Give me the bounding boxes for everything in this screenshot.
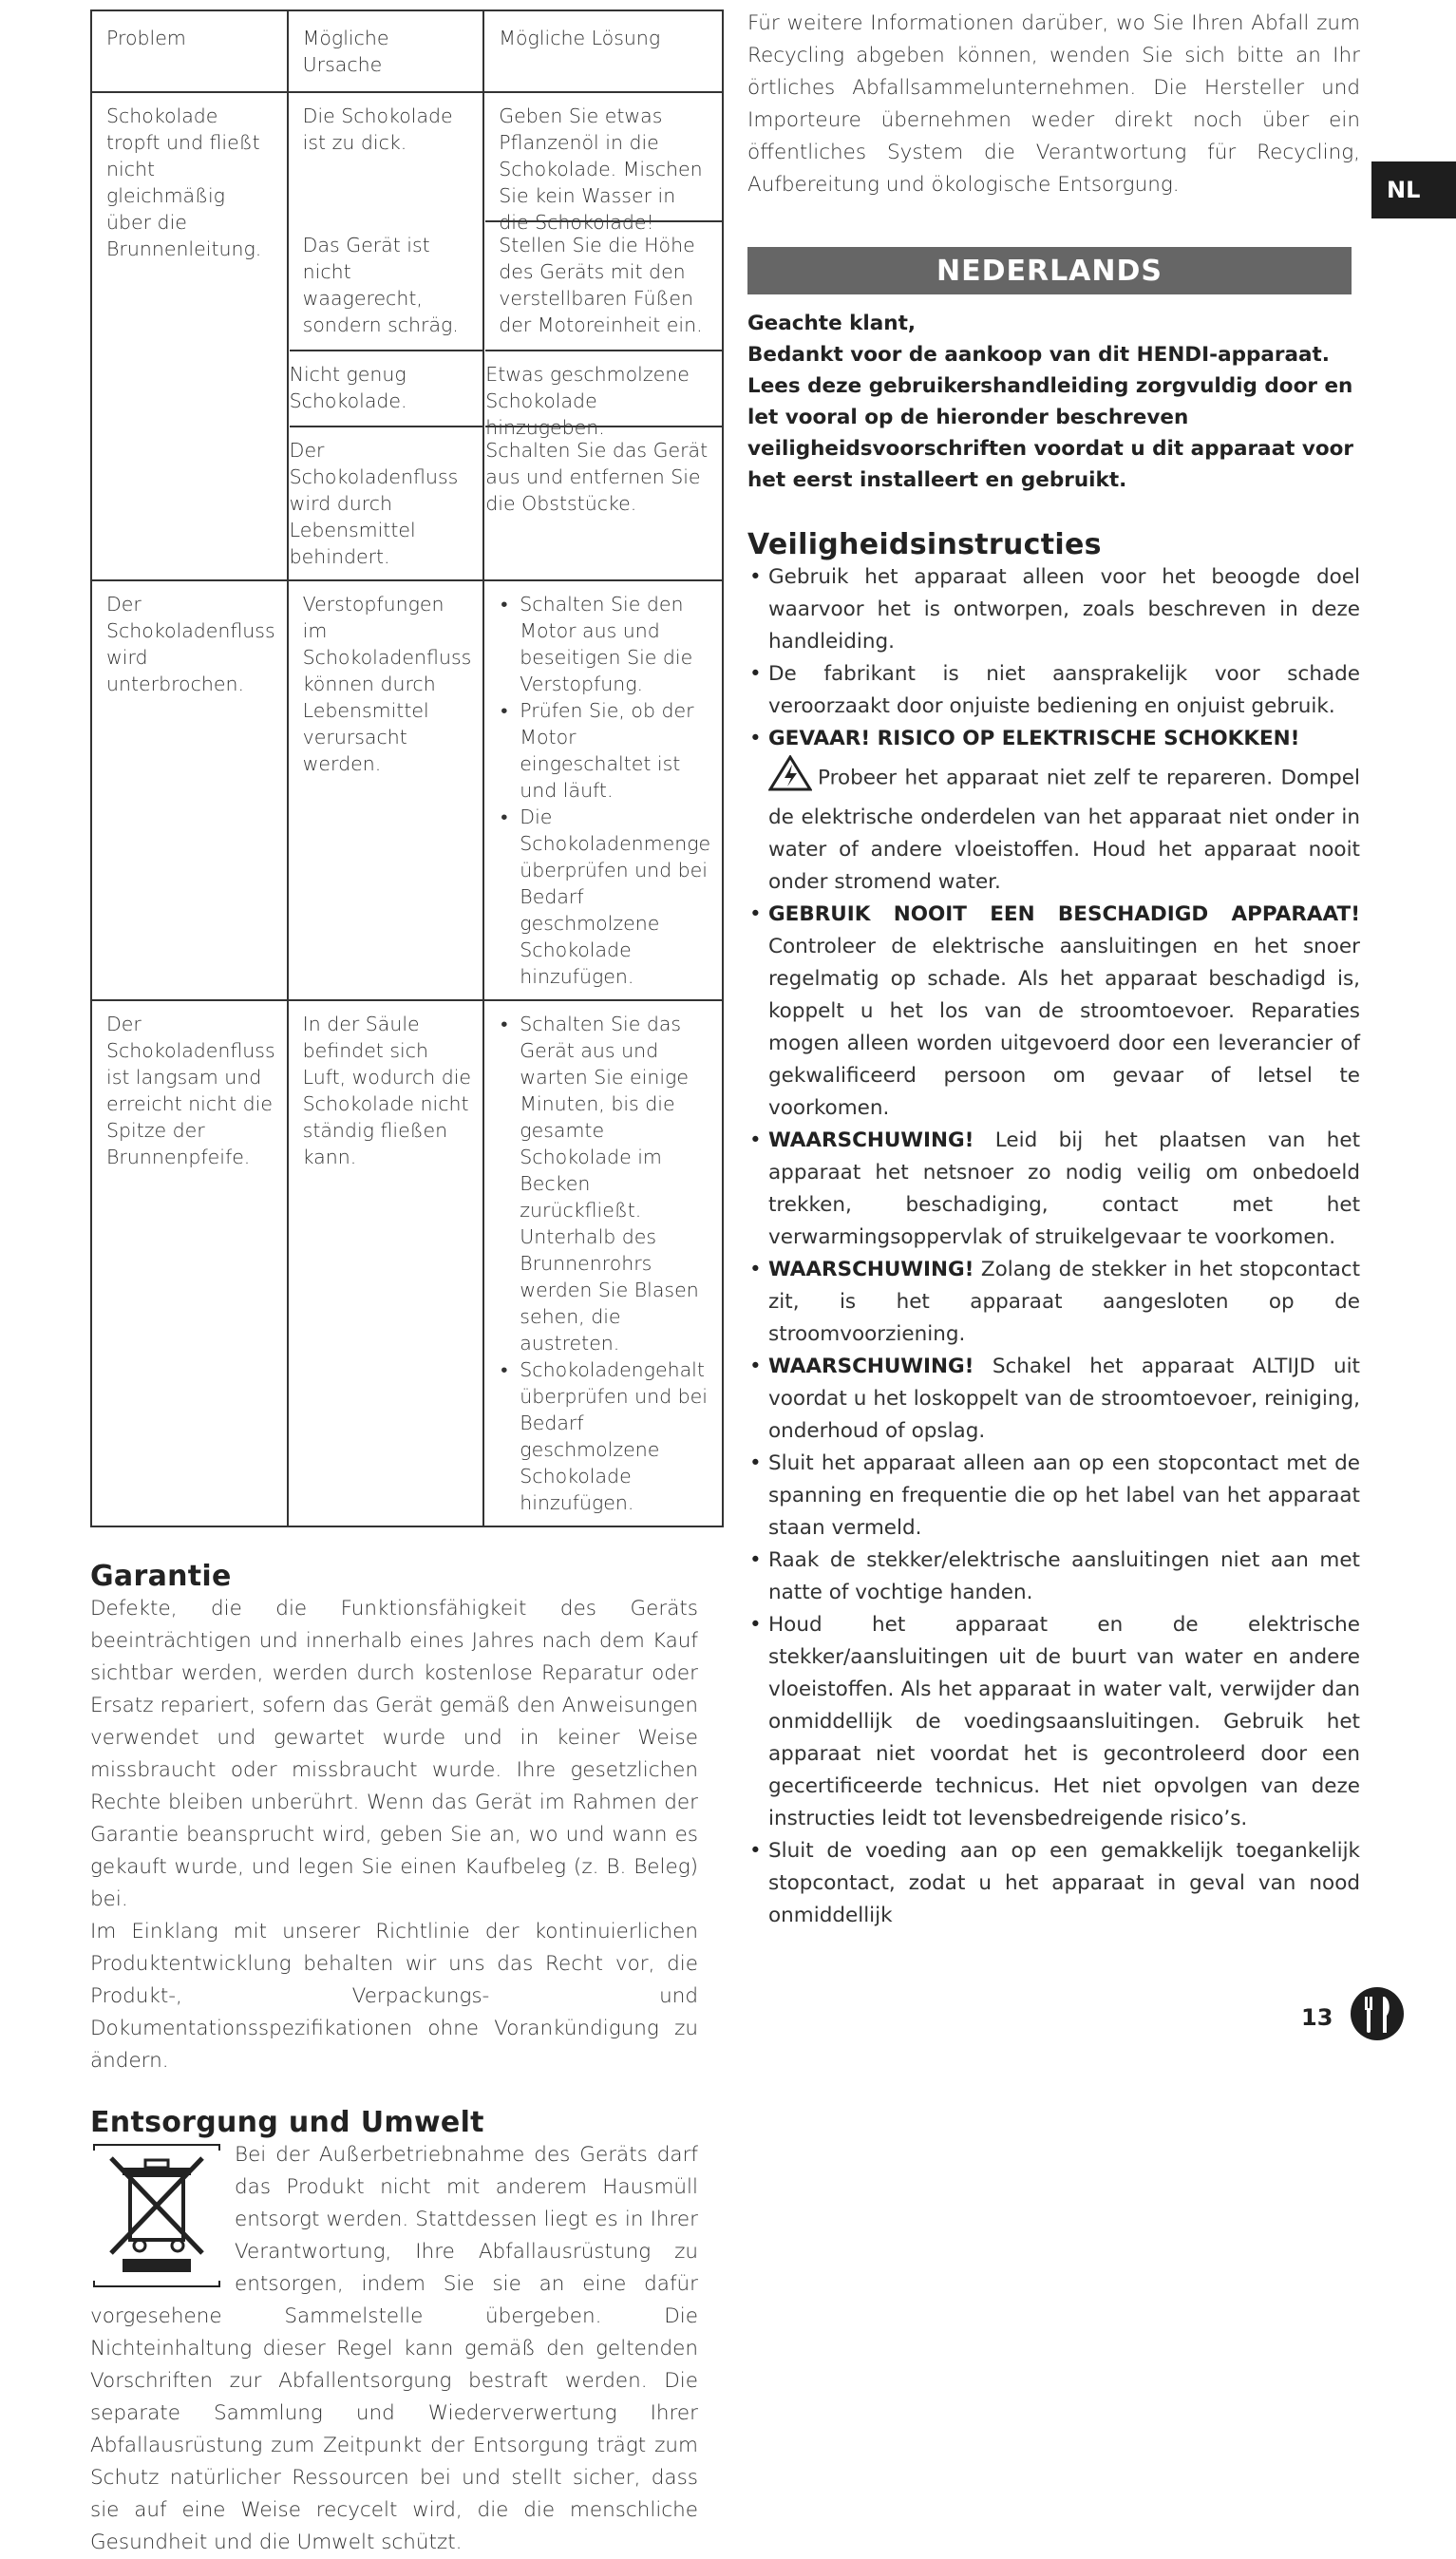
list-item: • Sluit de voeding aan op een gemakkelijk toegankelijk stopcontact, zodat u het apparaat in geval van nood onmiddellijk bbox=[768, 1835, 1360, 1932]
table-row bbox=[91, 92, 723, 580]
cause-item: Die Schokolade ist zu dick. bbox=[302, 104, 453, 154]
list-item: • WAARSCHUWING! Leid bij het plaatsen van het apparaat het netsnoer zo nodig veilig om onbedoeld trekken, beschadiging, contact met het verwarmingsoppervlak of struikelgevaar te voorkomen. bbox=[768, 1125, 1360, 1254]
problem-cell: Schokolade tropft und fließt nicht gleichmäßig über die Brunnenleitung. bbox=[91, 92, 288, 580]
list-item: • Raak de stekker/elektrische aansluitingen niet aan met natte of vochtige handen. bbox=[768, 1545, 1360, 1609]
cause-item: Der Schokoladenfluss wird durch Lebensmittel behindert. bbox=[290, 426, 483, 570]
cause-cell: In der Säule befindet sich Luft, wodurch die Schokolade nicht ständig fließen kann. bbox=[288, 1000, 484, 1526]
list-item: • Gebruik het apparaat alleen voor het beoogde doel waarvoor het is ontworpen, zoals beschreven in deze handleiding. bbox=[768, 561, 1360, 658]
solution-item: • Die Schokoladenmenge überprüfen und bei Bedarf geschmolzene Schokolade hinzufügen. bbox=[520, 804, 710, 990]
table-row bbox=[91, 1000, 723, 1526]
list-item: • WAARSCHUWING! Zolang de stekker in het stopcontact zit, is het apparaat aangesloten op de stroomvoorziening. bbox=[768, 1254, 1360, 1351]
cutlery-logo-icon bbox=[1349, 1985, 1406, 2042]
solution-item: Geben Sie etwas Pflanzenöl in die Schokolade. Mischen Sie kein Wasser in die Schokolade! bbox=[485, 103, 722, 222]
left-column bbox=[90, 9, 711, 2559]
crossed-bin-icon bbox=[90, 2143, 223, 2290]
table-row bbox=[91, 580, 723, 1000]
greeting: Geachte klant, bbox=[747, 312, 917, 335]
cause-cell bbox=[288, 92, 484, 580]
list-item: • Houd het apparaat en de elektrische stekker/aansluitingen uit de buurt van water en andere vloeistoffen. Als het apparaat in water valt, verwijder dan onmiddellijk de voedingsaansluitingen. Gebruik het apparaat niet voordat het is gecontroleerd door een gecertificeerde technicus. Het niet opvolgen van deze instructies leidt tot levensbedreigende risico’s. bbox=[768, 1609, 1360, 1835]
language-banner: NEDERLANDS bbox=[747, 247, 1352, 294]
list-item: • Sluit het apparaat alleen aan op een stopcontact met de spanning en frequentie die op het label van het apparaat staan vermeld. bbox=[768, 1448, 1360, 1545]
solution-cell bbox=[483, 580, 723, 1000]
list-item: • GEBRUIK NOOIT EEN BESCHADIGD APPARAAT! Controleer de elektrische aansluitingen en het snoer regelmatig op schade. Als het apparaat beschadigd is, koppelt u het los van de stroomtoevoer. Reparaties mogen alleen worden uitgevoerd door een leverancier of gekwalificeerd persoon om gevaar of letsel te voorkomen. bbox=[768, 899, 1360, 1125]
right-column bbox=[747, 8, 1360, 1932]
garantie-paragraph: Im Einklang mit unserer Richtlinie der kontinuierlichen Produktentwicklung behalten wir uns das Recht vor, die Produkt-, Verpackungs- und Dokumentationsspezifikationen ohne Vorankündigung zu ändern. bbox=[90, 1920, 698, 2073]
solution-item: Schalten Sie das Gerät aus und entfernen Sie die Obststücke. bbox=[485, 426, 722, 517]
solution-cell bbox=[483, 1000, 723, 1526]
solution-item: Etwas geschmolzene Schokolade hinzugeben. bbox=[485, 350, 722, 426]
entsorgung-paragraph: Bei der Außerbetriebnahme des Geräts darf das Produkt nicht mit anderem Hausmüll entsorgt werden. Stattdessen liegt es in Ihrer Verantwortung, Ihre Abfallausrüstung zu entsorgen, indem Sie sie an eine dafür vorgesehene Sammelstelle übergeben. Die Nichteinhaltung dieser Regel kann gemäß den geltenden Vorschriften zur Abfallentsorgung bestraft werden. Die separate Sammlung und Wiederverwertung Ihrer Abfallausrüstung zum Zeitpunkt der Entsorgung trägt zum Schutz natürlicher Ressourcen bei und stellt sicher, dass sie auf eine Weise recycelt wird, die die menschliche Gesundheit und die Umwelt schützt. bbox=[90, 2143, 698, 2554]
high-voltage-warning-icon bbox=[768, 755, 812, 802]
intro-text: Bedankt voor de aankoop van dit HENDI-apparaat. Lees deze gebruikershandleiding zorgvuldig door en let vooral op de hieronder beschreven veiligheidsvoorschriften voordat u dit apparaat voor het eerst installeert en gebruikt. bbox=[747, 343, 1353, 492]
nederlands-section bbox=[747, 247, 1360, 1932]
problem-cell: Der Schokoladenfluss ist langsam und erreicht nicht die Spitze der Brunnenpfeife. bbox=[91, 1000, 288, 1526]
table-header-row bbox=[91, 10, 723, 92]
solution-cell bbox=[483, 92, 723, 580]
header-solution: Mögliche Lösung bbox=[483, 10, 723, 92]
troubleshooting-table bbox=[90, 9, 724, 1527]
solution-item: Stellen Sie die Höhe des Geräts mit den verstellbaren Füßen der Motoreinheit ein. bbox=[499, 234, 703, 336]
solution-item: • Prüfen Sie, ob der Motor eingeschaltet ist und läuft. bbox=[520, 697, 710, 804]
safety-list bbox=[747, 561, 1360, 1932]
garantie-title: Garantie bbox=[90, 1560, 232, 1593]
cause-item: Das Gerät ist nicht waagerecht, sondern schräg. bbox=[302, 234, 459, 336]
entsorgung-paragraph-cont: Für weitere Informationen darüber, wo Sie Ihren Abfall zum Recycling abgeben können, wenden Sie sich bitte an Ihr örtliches Abfallsammelunternehmen. Die Hersteller und Importeure übernehmen weder direkt noch über ein öffentliches System die Verantwortung für Recycling, Aufbereitung und ökologische Entsorgung. bbox=[747, 11, 1360, 197]
entsorgung-title: Entsorgung und Umwelt bbox=[90, 2106, 484, 2139]
header-cause: Mögliche Ursache bbox=[288, 10, 484, 92]
garantie-paragraph: Defekte, die die Funktionsfähigkeit des Geräts beeinträchtigen und innerhalb eines Jahres nach dem Kauf sichtbar werden, werden durch kostenlose Reparatur oder Ersatz repariert, sofern das Gerät gemäß den Anweisungen verwendet und gewartet wurde und in keiner Weise missbraucht oder missbraucht wurde. Ihre gesetzlichen Rechte bleiben unberührt. Wenn das Gerät im Rahmen der Garantie beansprucht wird, geben Sie an, wo und wann es gekauft wurde, und legen Sie einen Kaufbeleg (z. B. Beleg) bei. bbox=[90, 1597, 698, 1911]
header-problem: Problem bbox=[91, 10, 288, 92]
cause-item: Nicht genug Schokolade. bbox=[290, 350, 483, 426]
page-number: 13 bbox=[1301, 2004, 1333, 2031]
solution-item: • Schokoladengehalt überprüfen und bei Bedarf geschmolzene Schokolade hinzufügen. bbox=[520, 1356, 710, 1516]
solution-item: • Schalten Sie den Motor aus und beseitigen Sie die Verstopfung. bbox=[520, 591, 710, 697]
safety-title: Veiligheidsinstructies bbox=[747, 528, 1102, 561]
cause-cell: Verstopfungen im Schokoladenfluss können durch Lebensmittel verursacht werden. bbox=[288, 580, 484, 1000]
list-item: • WAARSCHUWING! Schakel het apparaat ALTIJD uit voordat u het loskoppelt van de stroomtoevoer, reiniging, onderhoud of opslag. bbox=[768, 1351, 1360, 1448]
language-tab: NL bbox=[1371, 161, 1456, 218]
problem-cell: Der Schokoladenfluss wird unterbrochen. bbox=[91, 580, 288, 1000]
list-item: • De fabrikant is niet aansprakelijk voor schade veroorzaakt door onjuiste bediening en onjuist gebruik. bbox=[768, 658, 1360, 723]
entsorgung-section bbox=[90, 2106, 698, 2559]
solution-item: • Schalten Sie das Gerät aus und warten Sie einige Minuten, bis die gesamte Schokolade im Becken zurückfließt. Unterhalb des Brunnenrohrs werden Sie Blasen sehen, die austreten. bbox=[520, 1011, 710, 1356]
garantie-section bbox=[90, 1560, 698, 2077]
list-item: • GEVAAR! RISICO OP ELEKTRISCHE SCHOKKEN! Probeer het apparaat niet zelf te repareren. Dompel de elektrische onderdelen van het apparaat niet onder in water of andere vloeistoffen. Houd het apparaat nooit onder stromend water. bbox=[768, 723, 1360, 899]
